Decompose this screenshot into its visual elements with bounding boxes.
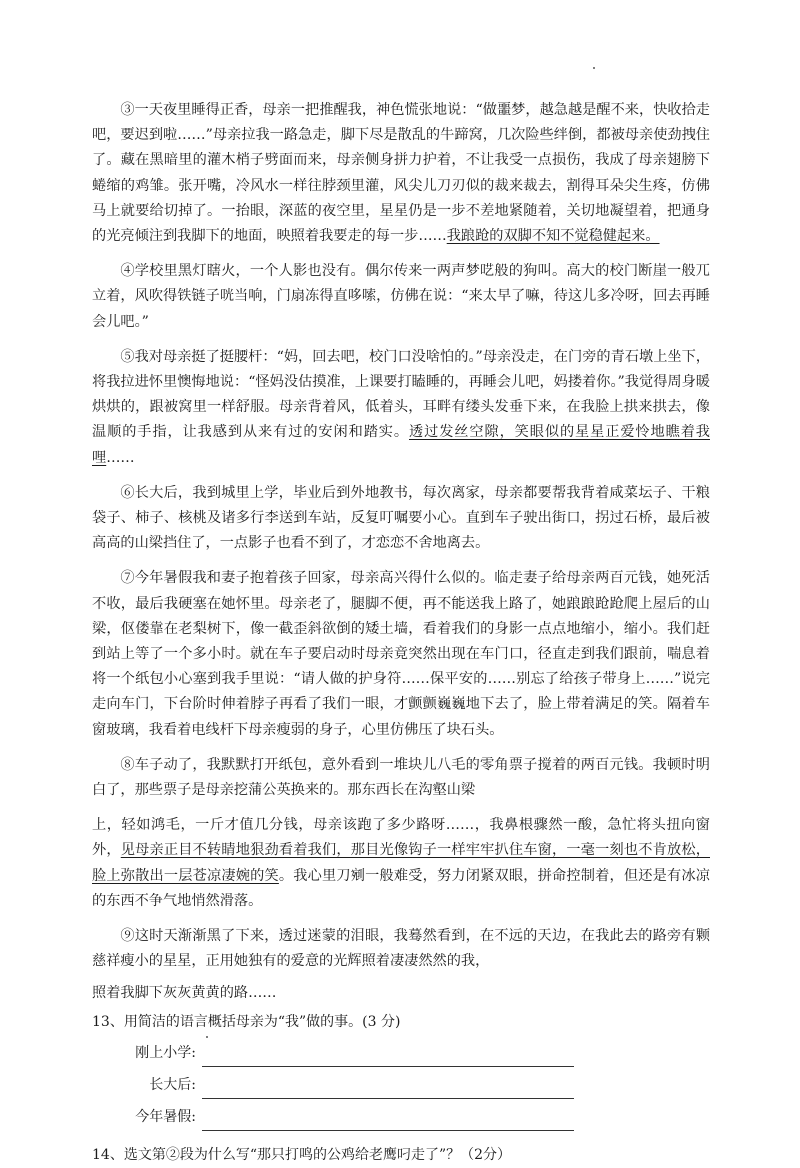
paragraph-6 [92, 481, 710, 557]
paragraph-5-text: ⑤我对母亲挺了挺腰杆：“妈，回去吧，校门口没啥怕的。”母亲没走，在门旁的青石墩上坐下，将我拉进怀里懊悔地说：“怪妈没估摸准，上课要打瞌睡的，再睡会儿吧，妈搂着你。”我觉得周身暖烘烘的，跟被窝里一样舒服。母亲背着风，低着头，耳畔有缕头发垂下来，在我脸上拱来拱去，像温顺的手指，让我感到从来有过的安闲和踏实。 [92, 348, 710, 441]
question-14 [92, 1143, 710, 1168]
answer-line[interactable] [202, 1111, 574, 1131]
paragraph-8-start [92, 753, 710, 803]
paragraph-5-ellipsis: …… [106, 449, 135, 466]
paragraph-7 [92, 566, 710, 742]
document-body [92, 92, 710, 1168]
answer-row [92, 1071, 710, 1099]
answer-line[interactable] [202, 1079, 574, 1099]
paragraph-5 [92, 345, 710, 471]
paragraph-9-continued [92, 981, 710, 1006]
question-14-text: 14、选文第②段为什么写“那只打鸣的公鸡给老鹰叼走了”？（2分） [92, 1146, 512, 1163]
question-13-answers [92, 1039, 710, 1131]
paragraph-6-text: ⑥长大后，我到城里上学，毕业后到外地教书，每次离家，母亲都要帮我背着咸菜坛子、干粮袋子、柿子、核桃及诸多行李送到车站，反复叮嘱要小心。直到车子驶出街口，拐过石桥，最后被高高的山梁挡住了，一点影子也看不到了，才恋恋不舍地离去。 [92, 484, 710, 552]
paragraph-8-text-a: ⑧车子动了，我默默打开纸包，意外看到一堆块儿八毛的零角票子搅着的两百元钱。我顿时明白了，那些票子是母亲挖蒲公英换来的。那东西长在沟壑山梁 [92, 756, 710, 799]
paragraph-4 [92, 259, 710, 335]
paragraph-9 [92, 924, 710, 974]
answer-row [92, 1103, 710, 1131]
answer-label: 长大后: [149, 1076, 196, 1093]
question-13-text: 13、用简洁的语言概括母亲为“我”做的事。(3 分) [92, 1013, 401, 1030]
paragraph-9-text-b: 照着我脚下灰灰黄黄的路…… [92, 984, 277, 1001]
question-13 [92, 1010, 710, 1035]
paragraph-7-text: ⑦今年暑假我和妻子抱着孩子回家，母亲高兴得什么似的。临走妻子给母亲两百元钱，她死活不收，最后我硬塞在她怀里。母亲老了，腿脚不便，再不能送我上路了，她踉踉跄跄爬上屋后的山梁，伛偻靠在老梨树下，像一截歪斜欲倒的矮土墙，看着我们的身影一点点地缩小，缩小。我们赶到站上等了一个多小时。就在车子要启动时母亲竟突然出现在车门口，径直走到我们跟前，喘息着将一个纸包小心塞到我手里说：“请人做的护身符……保平安的……别忘了给孩子带身上……”说完走向车门，下台阶时伸着脖子再看了我们一眼，才颤颤巍巍地下去了，脸上带着满足的笑。隔着车窗玻璃，我看着电线杆下母亲瘦弱的身子，心里仿佛压了块石头。 [92, 570, 710, 738]
paragraph-5-underlined: 透过发丝空隙，笑眼似的星星正爱怜地瞧着我哩 [92, 424, 710, 466]
paragraph-8-text-c: 。我心里刀剜一般难受，努力闭紧双眼，拼命控制着，但还是有冰凉的东西不争气地悄然滑落。 [92, 867, 710, 909]
paragraph-3 [92, 98, 710, 249]
paragraph-8-text-b: 上，轻如鸿毛，一斤才值几分钱，母亲该跑了多少路呀……，我鼻根骤然一酸，急忙将头扭向窗外， [92, 817, 710, 859]
paragraph-8-underlined: 见母亲正目不转睛地狠劲看着我们，那目光像钩子一样牢牢扒住车窗，一毫一刻也不肯放松，脸上弥散出一层苍凉凄婉的笑 [92, 842, 710, 884]
answer-label: 今年暑假: [135, 1108, 196, 1125]
paragraph-8-continued [92, 813, 710, 914]
scan-dot [593, 67, 595, 69]
paragraph-9-text: ⑨这时天渐渐黑了下来，透过迷蒙的泪眼，我蓦然看到，在不远的天边，在我此去的路旁有颗慈祥瘦小的星星，正用她独有的爱意的光辉照着凄凄然然的我， [92, 928, 710, 970]
paragraph-4-text: ④学校里黑灯瞎火，一个人影也没有。偶尔传来一两声梦呓般的狗叫。高大的校门断崖一般兀立着，风吹得铁链子咣当响，门扇冻得直哆嗦，仿佛在说：“来太早了嘛，待这儿多冷呀，回去再睡会儿吧。” [92, 263, 710, 330]
answer-line[interactable] [202, 1047, 574, 1067]
paragraph-3-underlined: 我踉跄的双脚不知不觉稳健起来。 [446, 228, 660, 245]
paragraph-3-text: ③一天夜里睡得正香，母亲一把推醒我，神色慌张地说：“做噩梦，越急越是醒不来，快收拾走吧，要迟到啦……”母亲拉我一路急走，脚下尽是散乱的牛蹄窝，几次险些绊倒，都被母亲使劲拽住了。藏在黑暗里的灌木梢子劈面而来，母亲侧身拼力护着，不让我受一点损伤，我成了母亲翅膀下蜷缩的鸡雏。张开嘴，冷风水一样往脖颈里灌，风尖儿刀刃似的裁来裁去，割得耳朵尖生疼，仿佛马上就要给切掉了。一抬眼，深蓝的夜空里，星星仍是一步不差地紧随着，关切地凝望着，把通身的光亮倾注到我脚下的地面，映照着我要走的每一步…… [92, 102, 710, 245]
answer-label: 刚上小学: [135, 1044, 196, 1061]
answer-row [92, 1039, 710, 1067]
